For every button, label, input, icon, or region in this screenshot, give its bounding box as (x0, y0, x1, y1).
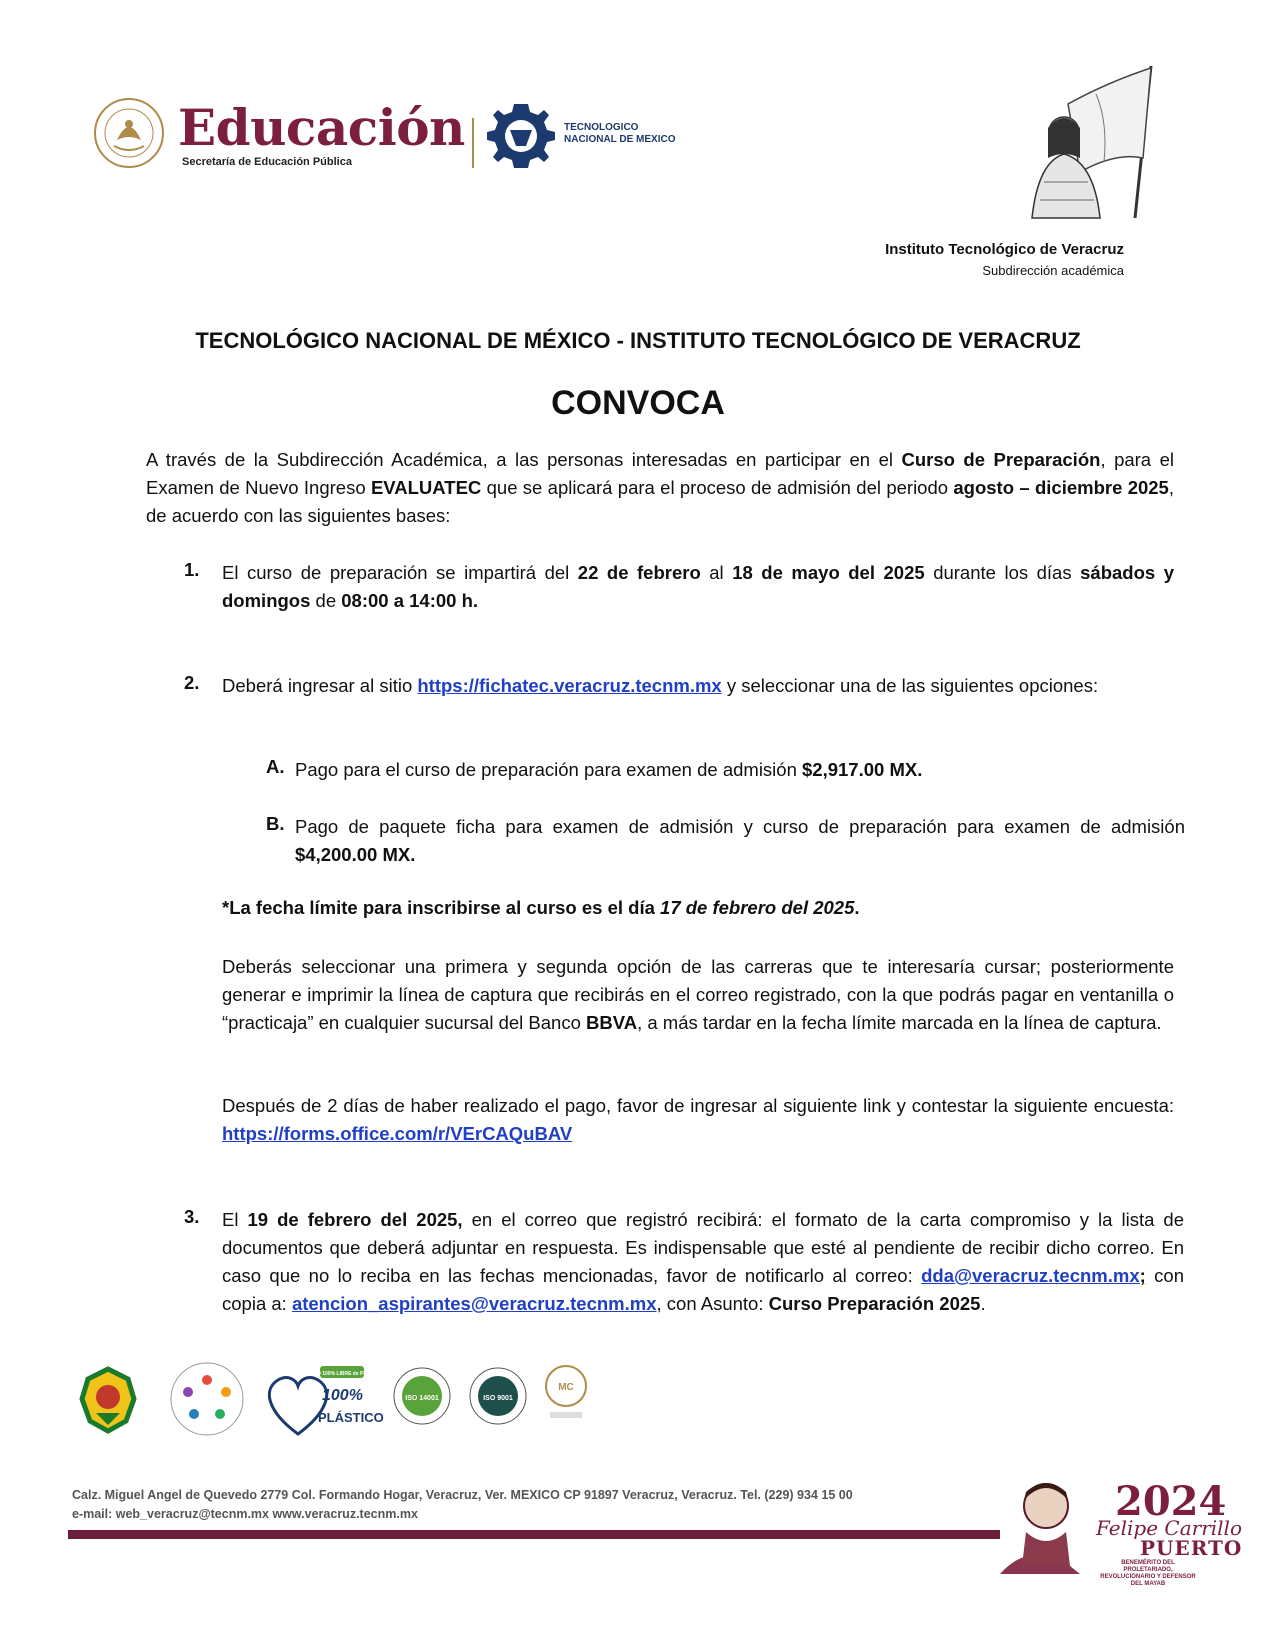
survey-instructions (222, 1092, 1174, 1148)
survey-text: Después de 2 días de haber realizado el pago, favor de ingresar al siguiente link y contestar la siguiente encuesta: (222, 1095, 1174, 1116)
email-separator: ; (1139, 1265, 1146, 1286)
payment-text: , a más tardar en la fecha límite marcada en la línea de captura. (637, 1012, 1162, 1033)
institute-name: Instituto Tecnológico de Veracruz (885, 241, 1124, 258)
intro-exam: EVALUATEC (370, 477, 482, 498)
logo-divider (472, 118, 474, 168)
item-1-part: durante los días (924, 562, 1081, 583)
document-title: TECNOLÓGICO NACIONAL DE MÉXICO - INSTITUTO TECNOLÓGICO DE VERACRUZ (195, 328, 1081, 353)
aspirantes-email-link[interactable]: atencion_aspirantes@veracruz.tecnm.mx (291, 1293, 657, 1314)
tecnm-line1: TECNOLOGICO (564, 122, 639, 133)
option-a-desc: Pago para el curso de preparación para examen de admisión (295, 759, 803, 780)
option-a-text (295, 756, 1185, 784)
footer-address: Calz. Miguel Angel de Quevedo 2779 Col. Formando Hogar, Veracruz, Ver. MEXICO CP 91897 Veracruz, Veracruz. Tel. (229) 934 15 00 (72, 1488, 853, 1502)
option-b-price: $4,200.00 MX. (295, 844, 416, 865)
mexico-coat-of-arms-icon (92, 96, 166, 170)
registration-deadline (222, 897, 1182, 919)
survey-link[interactable]: https://forms.office.com/r/VErCAQuBAV (222, 1123, 573, 1144)
item-1-text (222, 559, 1174, 615)
education-logo-text: Educación (178, 98, 465, 157)
heroine-flag-illustration-icon (1008, 62, 1158, 222)
mc-label: MC (558, 1382, 574, 1393)
bank-name: BBVA (586, 1012, 638, 1033)
footer-contact: e-mail: web_veracruz@tecnm.mx www.veracruz.tecnm.mx (72, 1507, 418, 1521)
intro-paragraph (146, 446, 1174, 530)
itv-shield-logo-icon (68, 1365, 148, 1435)
intro-course: Curso de Preparación (901, 449, 1101, 470)
option-b-desc: Pago de paquete ficha para examen de admisión y curso de preparación para examen de admisión (295, 816, 1185, 837)
item-1-part: al (700, 562, 733, 583)
intro-text: , para el Examen de Nuevo Ingreso (146, 449, 1174, 498)
item-3-text (222, 1206, 1184, 1318)
tecnm-logo-text (564, 122, 676, 146)
plastic-free-badge-icon (258, 1360, 386, 1440)
item-3-part: en el correo que registró recibirá: el formato de la carta compromiso y la lista de documentos que deberá adjuntar en respuesta. Es indispensable que esté al pendiente de recibir dicho correo. En caso que no lo reciba en las fechas mencionadas, favor de notificarlo al correo: (222, 1209, 1184, 1286)
svg-text:100%: 100% (322, 1387, 363, 1404)
item-number: 3. (184, 1206, 200, 1227)
option-letter: A. (266, 756, 285, 777)
footer-bar (68, 1530, 1000, 1539)
iso-14001-badge-icon (392, 1360, 452, 1432)
email-subject: Curso Preparación 2025 (768, 1293, 981, 1314)
dda-email-link[interactable]: dda@veracruz.tecnm.mx (921, 1265, 1140, 1286)
item-3-part: El (222, 1209, 248, 1230)
item-2-part: Deberá ingresar al sitio (222, 675, 418, 696)
footer-address-block (72, 1486, 853, 1524)
item-1-hours: 08:00 a 14:00 h. (341, 590, 479, 611)
year-honoree-surname: PUERTO (1140, 1536, 1243, 1560)
item-1-start-date: 22 de febrero (577, 562, 701, 583)
intro-text: , de acuerdo con las siguientes bases: (146, 477, 1174, 526)
item-1-end-date: 18 de mayo del 2025 (732, 562, 925, 583)
payment-instructions (222, 953, 1174, 1037)
intro-text: que se aplicará para el proceso de admisión del periodo (481, 477, 954, 498)
convoca-heading: CONVOCA (551, 384, 725, 422)
option-letter: B. (266, 813, 285, 834)
plastic-free-label: ESPACIO 100% LIBRE de PLÁSTICO (298, 1371, 386, 1377)
item-1-part: de (310, 590, 342, 611)
intro-text: A través de la Subdirección Académica, a las personas interesadas en participar en el (146, 449, 902, 470)
tecnm-gear-logo-icon (486, 100, 556, 172)
item-1-days: sábados y domingos (222, 562, 1174, 611)
year-2024: 2024 (1115, 1478, 1227, 1525)
deadline-text: . (854, 897, 860, 918)
year-honoree-title: BENEMÉRITO DEL PROLETARIADO, REVOLUCIONARIO Y DEFENSOR DEL MAYAB (1100, 1560, 1196, 1587)
institute-subdirection: Subdirección académica (982, 263, 1124, 278)
item-1-part: El curso de preparación se impartirá del (222, 562, 578, 583)
iso-14001-label: ISO 14001 (405, 1395, 439, 1402)
item-2-text (222, 672, 1174, 700)
item-2-part: y seleccionar una de las siguientes opciones: (721, 675, 1099, 696)
item-3-part: con copia a: (222, 1265, 1184, 1314)
deadline-date: 17 de febrero del 2025 (660, 897, 855, 918)
iso-9001-badge-icon (468, 1360, 528, 1432)
option-a-price: $2,917.00 MX. (802, 759, 923, 780)
item-3-date: 19 de febrero del 2025, (247, 1209, 463, 1230)
item-number: 1. (184, 559, 200, 580)
item-3-part: . (980, 1293, 986, 1314)
payment-text: Deberás seleccionar una primera y segunda opción de las carreras que te interesaría cursar; posteriormente generar e imprimir la línea de captura que recibirás en el correo registrado, con la que podrás pagar en ventanilla o “practicaja” en cualquier sucursal del Banco (222, 956, 1174, 1033)
fichatec-link[interactable]: https://fichatec.veracruz.tecnm.mx (417, 675, 722, 696)
intro-period: agosto – diciembre 2025 (953, 477, 1169, 498)
option-b-text (295, 813, 1185, 869)
item-3-part: , con Asunto: (656, 1293, 769, 1314)
education-logo-subtitle: Secretaría de Educación Pública (182, 156, 352, 168)
mc-badge-icon (540, 1360, 592, 1424)
iso-9001-label: ISO 9001 (483, 1395, 513, 1402)
deadline-text: *La fecha límite para inscribirse al curso es el día (222, 897, 661, 918)
item-number: 2. (184, 672, 200, 693)
year-honoree-name: Felipe Carrillo (1096, 1516, 1242, 1540)
tecnm-line2: NACIONAL DE MEXICO (564, 134, 676, 145)
equality-norm-logo-icon (168, 1360, 246, 1438)
svg-text:PLÁSTICO: PLÁSTICO (318, 1410, 384, 1425)
felipe-carrillo-portrait-icon (990, 1470, 1100, 1580)
